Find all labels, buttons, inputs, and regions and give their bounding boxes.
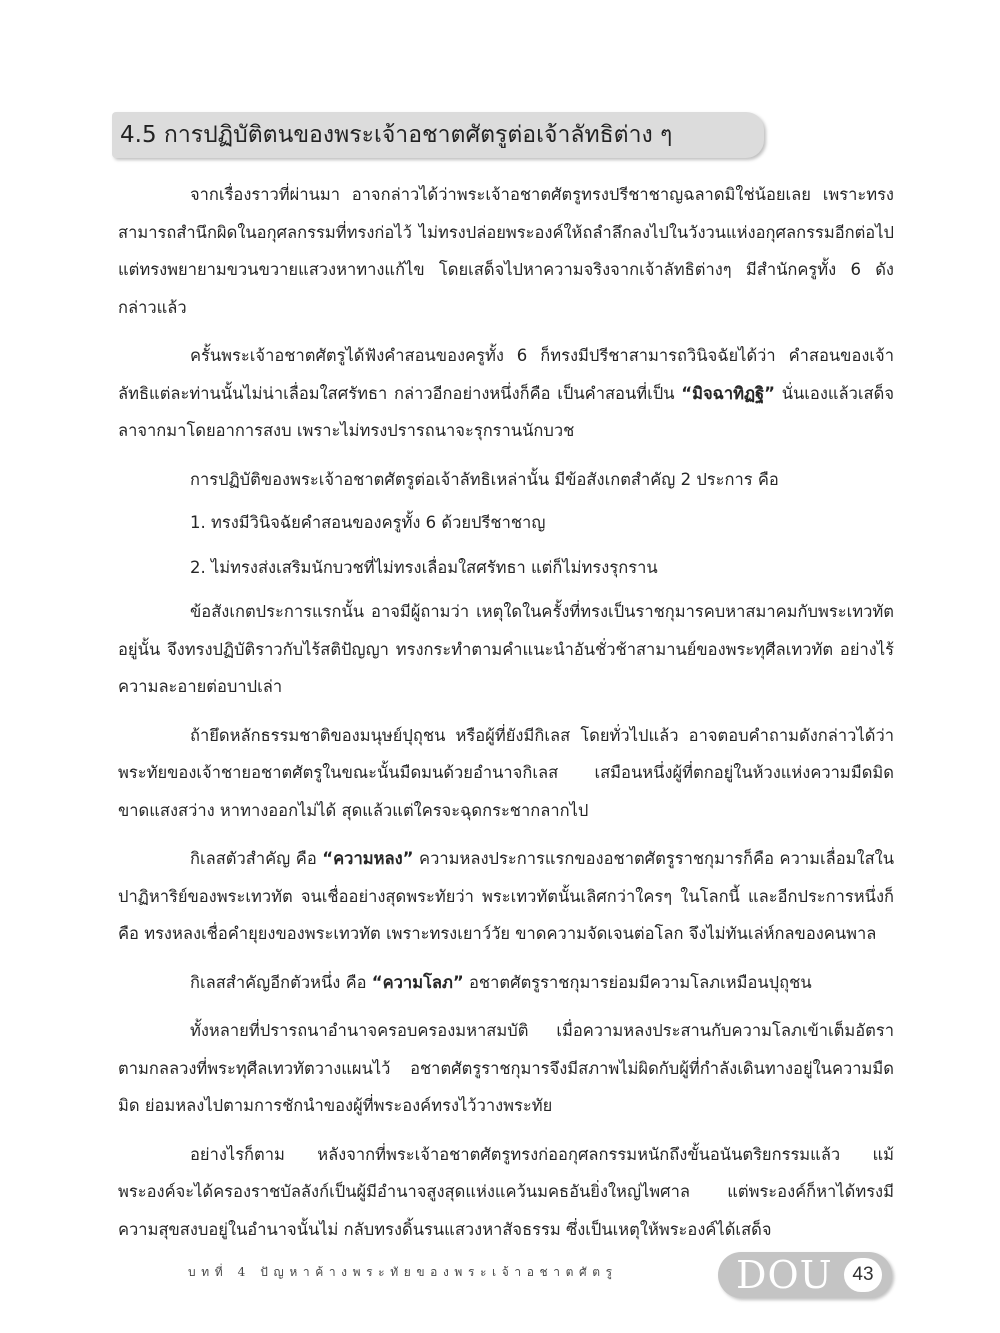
paragraph-7 — [118, 964, 894, 1002]
paragraph-8: ทั้งหลายที่ปรารถนาอำนาจครอบครองมหาสมบัติ เมื่อความหลงประสานกับความโลภเข้าเต็มอัตราตามกลลวงที่พระทุศีลเทวทัตวางแผนไว้ อชาตศัตรูราชกุมารจึงมีสภาพไม่ผิดกับผู้ที่กำลังเดินทางอยู่ในความมืดมิด ย่อมหลงไปตามการชักนำของผู้ที่พระองค์ทรงไว้วางพระทัย — [118, 1021, 894, 1115]
section-heading-bar — [112, 112, 764, 158]
body-text — [118, 176, 894, 1259]
dou-logo: DOU — [736, 1253, 833, 1297]
footer-chapter-title: บทที่ 4 ปัญหาค้างพระทัยของพระเจ้าอชาตศัตรู — [188, 1265, 618, 1279]
list-item-2: 2. ไม่ทรงส่งเสริมนักบวชที่ไม่ทรงเลื่อมใสศรัทธา แต่ก็ไม่ทรงรุกราน — [190, 557, 658, 577]
paragraph-6-text-b: ความหลงประการแรกของอชาตศัตรูราชกุมารก็คือ ความเลื่อมใสในปาฏิหาริย์ของพระเทวทัต จนเชื่ออย่างสุดพระทัยว่า พระเทวทัตนั้นเลิศกว่าใครๆ ในโลกนี้ และอีกประการหนึ่งก็คือ ทรงหลงเชื่อคำยุยงของพระเทวทัต เพราะทรงเยาว์วัย ขาดความจัดเจนต่อโลก จึงไม่ทันเล่ห์กลของคนพาล — [118, 849, 894, 943]
term-micchaditthi: “มิจฉาทิฏฐิ” — [681, 383, 776, 403]
section-heading: 4.5 การปฏิบัติตนของพระเจ้าอชาตศัตรูต่อเจ้าลัทธิต่าง ๆ — [120, 122, 673, 148]
paragraph-5: ถ้ายึดหลักธรรมชาติของมนุษย์ปุถุชน หรือผู้ที่ยังมีกิเลส โดยทั่วไปแล้ว อาจตอบคำถามดังกล่าวได้ว่า พระทัยของเจ้าชายอชาตศัตรูในขณะนั้นมืดมนด้วยอำนาจกิเลส เสมือนหนึ่งผู้ที่ตกอยู่ในห้วงแห่งความมืดมิด ขาดแสงสว่าง หาทางออกไม่ได้ สุดแล้วแต่ใครจะฉุดกระชากลากไป — [118, 725, 894, 820]
paragraph-7-text-a: กิเลสสำคัญอีกตัวหนึ่ง คือ — [190, 972, 372, 992]
page-number: 43 — [844, 1258, 882, 1292]
paragraph-2-text-b: นั่นเองแล้วเสด็จลาจากมาโดยอาการสงบ เพราะไม่ทรงปรารถนาจะรุกรานนักบวช — [118, 383, 894, 440]
paragraph-9: อย่างไรก็ตาม หลังจากที่พระเจ้าอชาตศัตรูทรงก่ออกุศลกรรมหนักถึงขั้นอนันตริยกรรมแล้ว แม้พระองค์จะได้ครองราชบัลลังก์เป็นผู้มีอำนาจสูงสุดแห่งแคว้นมคธอันยิ่งใหญ่ไพศาล แต่พระองค์ก็หาได้ทรงมีความสุขสงบอยู่ในอำนาจนั้นไม่ กลับทรงดิ้นรนแสวงหาสัจธรรม ซึ่งเป็นเหตุให้พระองค์ได้เสด็จ — [118, 1144, 894, 1239]
paragraph-2-text-a: ครั้นพระเจ้าอชาตศัตรูได้ฟังคำสอนของครูทั้ง 6 ก็ทรงมีปรีชาสามารถวินิจฉัยได้ว่า คำสอนของเจ้าลัทธิแต่ละท่านนั้นไม่น่าเลื่อมใสศรัทธา กล่าวอีกอย่างหนึ่งก็คือ เป็นคำสอนที่เป็น — [118, 346, 894, 403]
paragraph-7-text-b: อชาตศัตรูราชกุมารย่อมมีความโลภเหมือนปุถุชน — [463, 972, 812, 992]
dou-page-badge — [718, 1252, 892, 1298]
paragraph-6 — [118, 840, 894, 953]
term-delusion: “ความหลง” — [322, 849, 414, 868]
paragraph-4: ข้อสังเกตประการแรกนั้น อาจมีผู้ถามว่า เหตุใดในครั้งที่ทรงเป็นราชกุมารคบหาสมาคมกับพระเทวทัตอยู่นั้น จึงทรงปฏิบัติราวกับไร้สติปัญญา ทรงกระทำตามคำแนะนำอันชั่วช้าสามานย์ของพระทุศีลเทวทัต อย่างไร้ความละอายต่อบาปเล่า — [118, 602, 894, 696]
paragraph-2 — [118, 337, 894, 450]
paragraph-3: การปฏิบัติของพระเจ้าอชาตศัตรูต่อเจ้าลัทธิเหล่านั้น มีข้อสังเกตสำคัญ 2 ประการ คือ — [190, 469, 779, 489]
paragraph-1: จากเรื่องราวที่ผ่านมา อาจกล่าวได้ว่าพระเจ้าอชาตศัตรูทรงปรีชาชาญฉลาดมิใช่น้อยเลย เพราะทรงสามารถสำนึกผิดในอกุศลกรรมที่ทรงก่อไว้ ไม่ทรงปล่อยพระองค์ให้ถลำลึกลงไปในวังวนแห่งอกุศลกรรมอีกต่อไป แต่ทรงพยายามขวนขวายแสวงหาทางแก้ไข โดยเสด็จไปหาความจริงจากเจ้าลัทธิต่างๆ มีสำนักครูทั้ง 6 ดังกล่าวแล้ว — [118, 185, 894, 317]
paragraph-6-text-a: กิเลสตัวสำคัญ คือ — [190, 849, 323, 868]
list-item-1: 1. ทรงมีวินิจฉัยคำสอนของครูทั้ง 6 ด้วยปรีชาชาญ — [190, 513, 546, 532]
term-greed: “ความโลภ” — [371, 972, 464, 992]
